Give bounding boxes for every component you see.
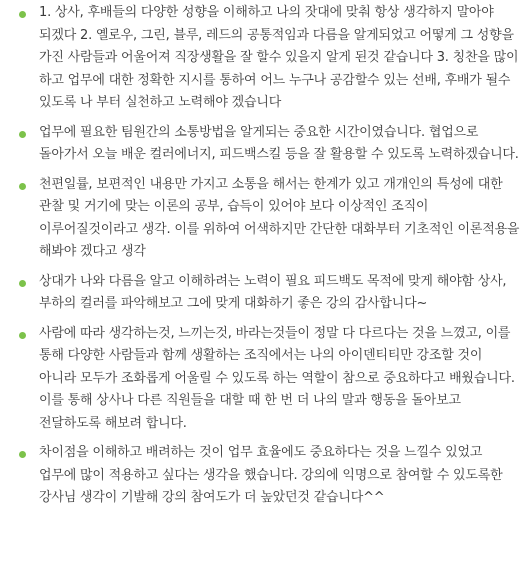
bullet-icon — [19, 11, 26, 18]
list-item — [0, 271, 532, 316]
comment-text: 상대가 나와 다름을 알고 이해하려는 노력이 필요 피드백도 목적에 맞게 해야함 상사, 부하의 컬러를 파악해보고 그에 맞게 대화하기 좋은 강의 감사합니다~ — [39, 273, 507, 311]
bullet-icon — [19, 131, 26, 138]
list-item — [0, 122, 532, 167]
comment-text: 천편일률, 보편적인 내용만 가지고 소통을 해서는 한계가 있고 개개인의 특성에 대한 관찰 및 거기에 맞는 이론의 공부, 습득이 있어야 보다 이상적인 조직이 이루어질것이라고 생각. 이를 위하여 어색하지만 간단한 대화부터 기초적인 이론적용을 해봐야 겠다고 생각 — [39, 176, 520, 259]
comment-list — [0, 2, 532, 510]
list-item — [0, 174, 532, 264]
comment-text: 차이점을 이해하고 배려하는 것이 업무 효율에도 중요하다는 것을 느낄수 있었고 업무에 많이 적용하고 싶다는 생각을 했습니다. 강의에 익명으로 참여할 수 있도록한 강사님 생각이 기발해 강의 참여도가 더 높았던것 같습니다^^ — [39, 445, 503, 505]
comment-text: 1. 상사, 후배들의 다양한 성향을 이해하고 나의 잣대에 맞춰 항상 생각하지 말아야 되겠다 2. 옐로우, 그린, 블루, 레드의 공통적임과 다름을 알게되었고 어떻게 그 성향을 가진 사람들과 어울어져 직장생활을 잘 할수 있을지 알게 된것 같습니다 3. 칭찬을 많이 하고 업무에 대한 정확한 지시를 통하여 어느 누구나 공감할수 있는 선배, 후배가 될수 있도록 나 부터 실천하고 노력해야 겠습니다 — [39, 5, 519, 110]
comment-text: 업무에 필요한 팀원간의 소통방법을 알게되는 중요한 시간이였습니다. 협업으로 돌아가서 오늘 배운 컬러에너지, 피드백스킬 등을 잘 활용할 수 있도록 노력하겠습니다. — [39, 124, 519, 162]
bullet-icon — [19, 332, 26, 339]
bullet-icon — [19, 280, 26, 287]
list-item — [0, 323, 532, 436]
bullet-icon — [19, 451, 26, 458]
bullet-icon — [19, 183, 26, 190]
comment-text: 사람에 따라 생각하는것, 느끼는것, 바라는것들이 정말 다 다르다는 것을 느꼈고, 이를 통해 다양한 사람들과 함께 생활하는 조직에서는 나의 아이덴티티만 강조할 것이 아니라 모두가 조화롭게 어울릴 수 있도록 하는 역할이 참으로 중요하다고 배웠습니다. 이를 통해 상사나 다른 직원들을 대할 때 한 번 더 나의 말과 행동을 돌아보고 전달하도록 해보려 합니다. — [39, 325, 515, 431]
list-item — [0, 442, 532, 510]
list-item — [0, 2, 532, 115]
